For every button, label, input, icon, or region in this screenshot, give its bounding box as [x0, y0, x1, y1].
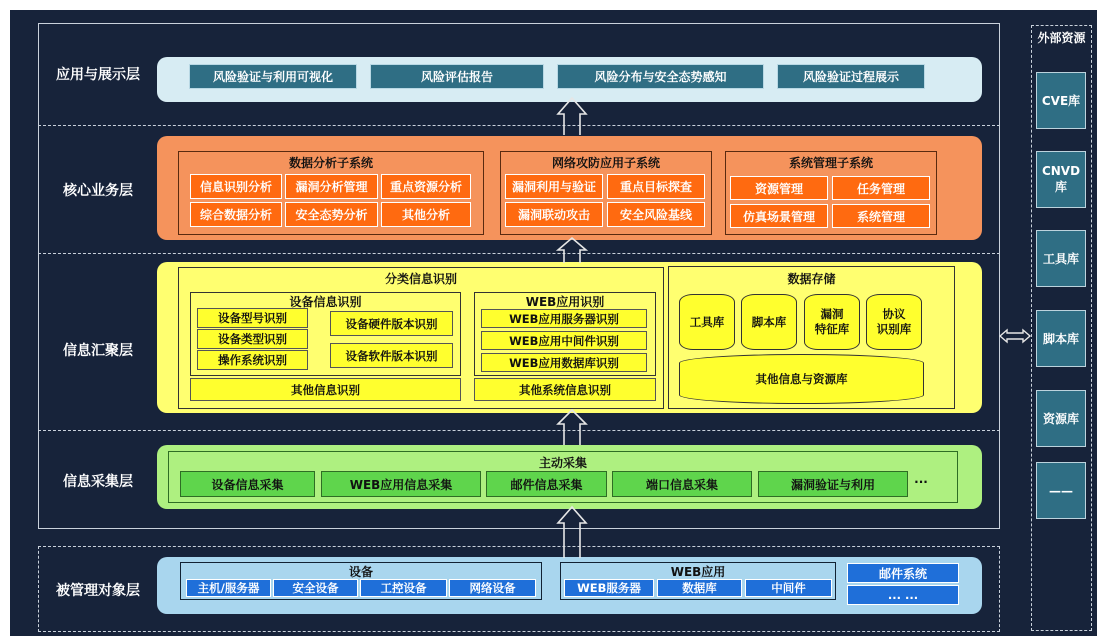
collect-item: WEB应用信息采集: [321, 471, 481, 497]
layer-label-core: 核心业务层: [63, 183, 133, 199]
managed-device-title: 设备: [348, 564, 373, 579]
collect-item: 端口信息采集: [612, 471, 752, 497]
layer-label-info: 信息汇聚层: [63, 343, 133, 359]
managed-web-item: WEB服务器: [564, 579, 654, 597]
storage-cylinder: 工具库: [679, 294, 735, 350]
core-item: 仿真场景管理: [730, 204, 828, 228]
device-id-item: 操作系统识别: [197, 350, 308, 370]
device-id-item: 设备硬件版本识别: [330, 311, 453, 336]
up-arrow-icon: [557, 505, 587, 559]
managed-web-item: 中间件: [745, 579, 832, 597]
collect-more: ···: [914, 475, 928, 489]
managed-mail: 邮件系统: [847, 563, 959, 583]
sidebar-item: 工具库: [1036, 230, 1086, 287]
managed-web-title: WEB应用: [670, 564, 726, 579]
web-id-title: WEB应用识别: [525, 294, 605, 309]
device-id-title: 设备信息识别: [289, 294, 362, 309]
device-id-item: 设备型号识别: [197, 308, 308, 328]
storage-cylinder: 协议 识别库: [866, 294, 922, 350]
app-item: 风险分布与安全态势感知: [557, 64, 764, 89]
storage-cylinder: 脚本库: [741, 294, 797, 350]
app-item: 风险验证与利用可视化: [189, 64, 357, 89]
classify-title: 分类信息识别: [384, 271, 457, 286]
layer-label-app: 应用与展示层: [56, 67, 140, 83]
core-sub3-title: 系统管理子系统: [788, 155, 873, 170]
double-arrow-icon: [999, 328, 1031, 344]
other-sys-id: 其他系统信息识别: [474, 378, 656, 401]
collect-item: 邮件信息采集: [486, 471, 607, 497]
separator: [38, 125, 1000, 126]
core-sub2-title: 网络攻防应用子系统: [551, 155, 660, 170]
managed-device-item: 主机/服务器: [186, 579, 271, 597]
sidebar-item: 资源库: [1036, 390, 1086, 447]
web-id-item: WEB应用服务器识别: [481, 309, 647, 328]
core-item: 重点目标探查: [607, 174, 705, 199]
web-id-item: WEB应用中间件识别: [481, 331, 647, 350]
core-item: 安全态势分析: [285, 202, 378, 227]
sidebar-item: ——: [1036, 462, 1086, 519]
storage-cylinder: 漏洞 特征库: [804, 294, 860, 350]
managed-mail-more: ... ...: [847, 585, 959, 605]
core-item: 其他分析: [381, 202, 471, 227]
sidebar-title: 外部资源: [1037, 30, 1086, 45]
core-item: 资源管理: [730, 176, 828, 200]
separator: [38, 253, 1000, 254]
core-item: 漏洞利用与验证: [505, 174, 603, 199]
active-collect-title: 主动采集: [538, 455, 587, 470]
core-item: 重点资源分析: [381, 174, 471, 199]
device-id-item: 设备类型识别: [197, 329, 308, 349]
core-item: 任务管理: [832, 176, 930, 200]
layer-label-collect: 信息采集层: [63, 474, 133, 490]
managed-device-item: 工控设备: [360, 579, 447, 597]
managed-device-item: 网络设备: [449, 579, 536, 597]
layer-label-managed: 被管理对象层: [56, 583, 140, 599]
managed-device-item: 安全设备: [273, 579, 358, 597]
core-sub1-title: 数据分析子系统: [288, 155, 373, 170]
collect-item: 漏洞验证与利用: [758, 471, 908, 497]
app-item: 风险评估报告: [370, 64, 544, 89]
sidebar-item: 脚本库: [1036, 310, 1086, 367]
core-item: 漏洞分析管理: [285, 174, 378, 199]
sidebar-item: CVE库: [1036, 72, 1086, 129]
up-arrow-icon: [557, 236, 587, 264]
web-id-item: WEB应用数据库识别: [481, 353, 647, 372]
app-item: 风险验证过程展示: [777, 64, 925, 89]
core-item: 安全风险基线: [607, 202, 705, 227]
core-item: 信息识别分析: [190, 174, 282, 199]
storage-title: 数据存储: [787, 271, 836, 286]
storage-bottom-cylinder: 其他信息与资源库: [679, 354, 924, 404]
core-item: 系统管理: [832, 204, 930, 228]
core-item: 漏洞联动攻击: [505, 202, 603, 227]
managed-web-item: 数据库: [657, 579, 742, 597]
other-info-id: 其他信息识别: [190, 378, 461, 401]
collect-item: 设备信息采集: [180, 471, 315, 497]
device-id-item: 设备软件版本识别: [330, 343, 453, 368]
up-arrow-icon: [557, 96, 587, 136]
up-arrow-icon: [557, 408, 587, 446]
core-item: 综合数据分析: [190, 202, 282, 227]
separator: [38, 430, 1000, 431]
sidebar-item: CNVD库: [1036, 151, 1086, 208]
